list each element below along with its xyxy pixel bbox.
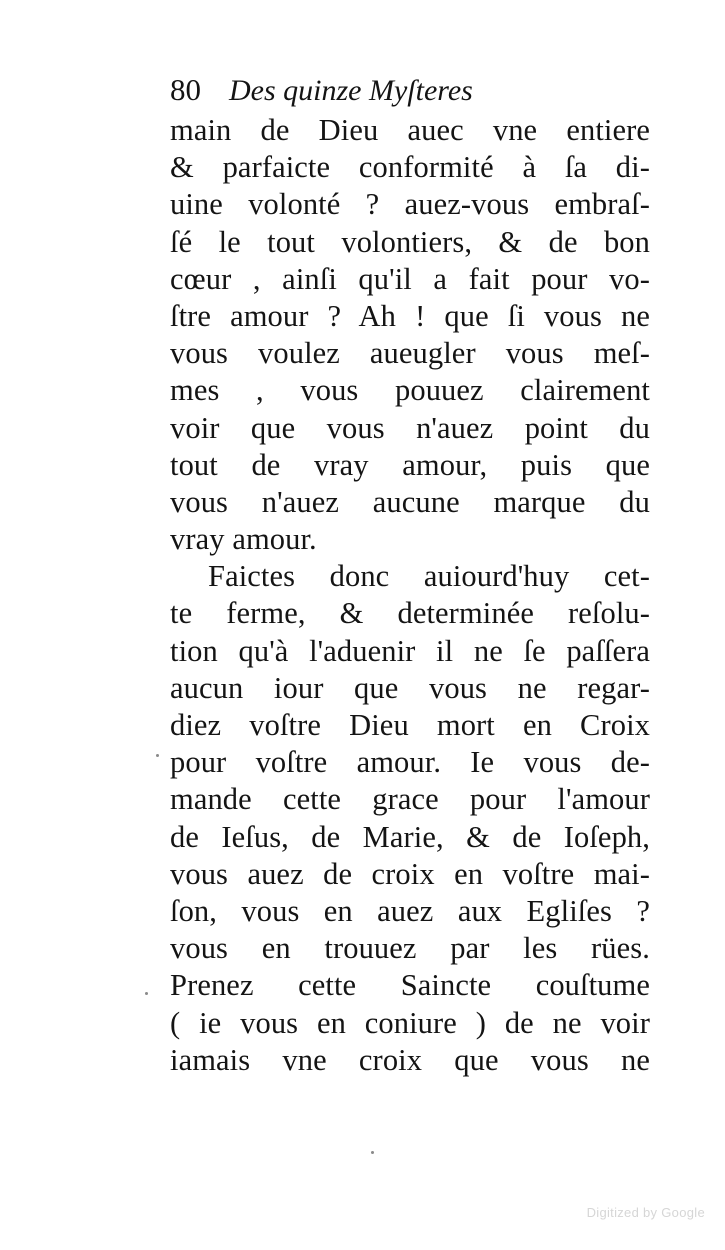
text-line: Prenez cette Saincte couſtume xyxy=(170,968,650,1003)
body-text xyxy=(170,112,650,1079)
running-title: Des quinze Myſteres xyxy=(229,74,473,107)
digitization-watermark: Digitized by Google xyxy=(586,1205,705,1220)
text-line: & parfaicte conformité à ſa di- xyxy=(170,150,650,185)
ink-speck xyxy=(145,992,148,995)
text-line: voir que vous n'auez point du xyxy=(170,410,650,445)
text-line: vous auez de croix en voſtre mai- xyxy=(170,856,650,891)
text-line: iamais vne croix que vous ne xyxy=(170,1042,650,1077)
text-line: mande cette grace pour l'amour xyxy=(170,782,650,817)
text-line: mes , vous pouuez clairement xyxy=(170,373,650,408)
text-line: cœur , ainſi qu'il a fait pour vo- xyxy=(170,261,650,296)
text-line: ( ie vous en coniure ) de ne voir xyxy=(170,1005,650,1040)
ink-speck xyxy=(371,1151,374,1154)
text-line-paragraph-start: Faictes donc auiourd'huy cet- xyxy=(208,559,650,594)
page-header xyxy=(170,72,473,112)
text-line: pour voſtre amour. Ie vous de- xyxy=(170,745,650,780)
text-line: de Ieſus, de Marie, & de Ioſeph, xyxy=(170,819,650,854)
text-line: ſon, vous en auez aux Egliſes ? xyxy=(170,893,650,928)
text-line: ſé le tout volontiers, & de bon xyxy=(170,224,650,259)
text-line-paragraph-end: vray amour. xyxy=(170,522,317,557)
text-line: aucun iour que vous ne regar- xyxy=(170,670,650,705)
text-line: vous en trouuez par les rües. xyxy=(170,931,650,966)
text-line: diez voſtre Dieu mort en Croix xyxy=(170,708,650,742)
page-number: 80 xyxy=(170,72,201,107)
text-line: tion qu'à l'aduenir il ne ſe paſſera xyxy=(170,633,650,668)
text-line: ſtre amour ? Ah ! que ſi vous ne xyxy=(170,298,650,333)
ink-speck xyxy=(156,754,159,757)
text-line: uine volonté ? auez-vous embraſ- xyxy=(170,187,650,222)
text-line: vous voulez aueugler vous meſ- xyxy=(170,336,650,371)
text-line: tout de vray amour, puis que xyxy=(170,447,650,482)
text-line: te ferme, & determinée reſolu- xyxy=(170,596,650,631)
text-line: vous n'auez aucune marque du xyxy=(170,484,650,519)
text-line: main de Dieu auec vne entiere xyxy=(170,113,650,147)
